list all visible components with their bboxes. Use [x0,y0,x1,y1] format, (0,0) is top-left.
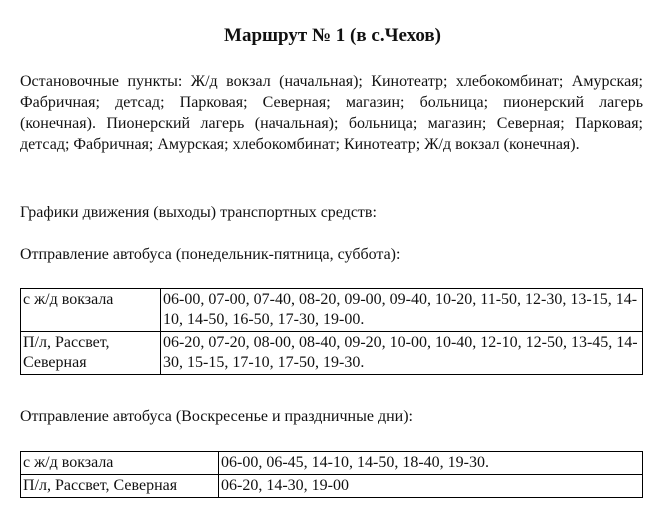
table-row [21,289,643,332]
table-row [21,452,643,475]
table-row [21,332,643,375]
stop-cell: П/л, Рассвет, Северная [21,475,219,498]
times-cell: 06-20, 07-20, 08-00, 08-40, 09-20, 10-00, 10-40, 12-10, 12-50, 13-45, 14-30, 15-15, 17-10, 17-50, 19-30. [161,332,643,375]
stop-cell: П/л, Рассвет, Северная [21,332,161,375]
times-cell: 06-00, 06-45, 14-10, 14-50, 18-40, 19-30. [219,452,643,475]
sunday-schedule-table [20,451,643,498]
sunday-heading: Отправление автобуса (Воскресенье и праздничные дни): [20,408,413,425]
stop-cell: с ж/д вокзала [21,452,219,475]
weekday-heading: Отправление автобуса (понедельник-пятница, суббота): [20,246,401,263]
page-title: Маршрут № 1 (в с.Чехов) [224,25,441,46]
schedules-heading: Графики движения (выходы) транспортных средств: [20,204,377,221]
times-cell: 06-00, 07-00, 07-40, 08-20, 09-00, 09-40, 10-20, 11-50, 12-30, 13-15, 14-10, 14-50, 16-50, 17-30, 19-00. [161,289,643,332]
times-cell: 06-20, 14-30, 19-00 [219,475,643,498]
table-row [21,475,643,498]
weekday-schedule-table [20,288,643,375]
stop-cell: с ж/д вокзала [21,289,161,332]
stops-paragraph: Остановочные пункты: Ж/д вокзал (начальная); Кинотеатр; хлебокомбинат; Амурская; Фабричная; детсад; Парковая; Северная; магазин; больница; пионерский лагерь (конечная). Пионерский лагерь (начальная); больница; магазин; Северная; Парковая; детсад; Фабричная; Амурская; хлебокомбинат; Кинотеатр; Ж/д вокзал (конечная). [20,73,643,153]
